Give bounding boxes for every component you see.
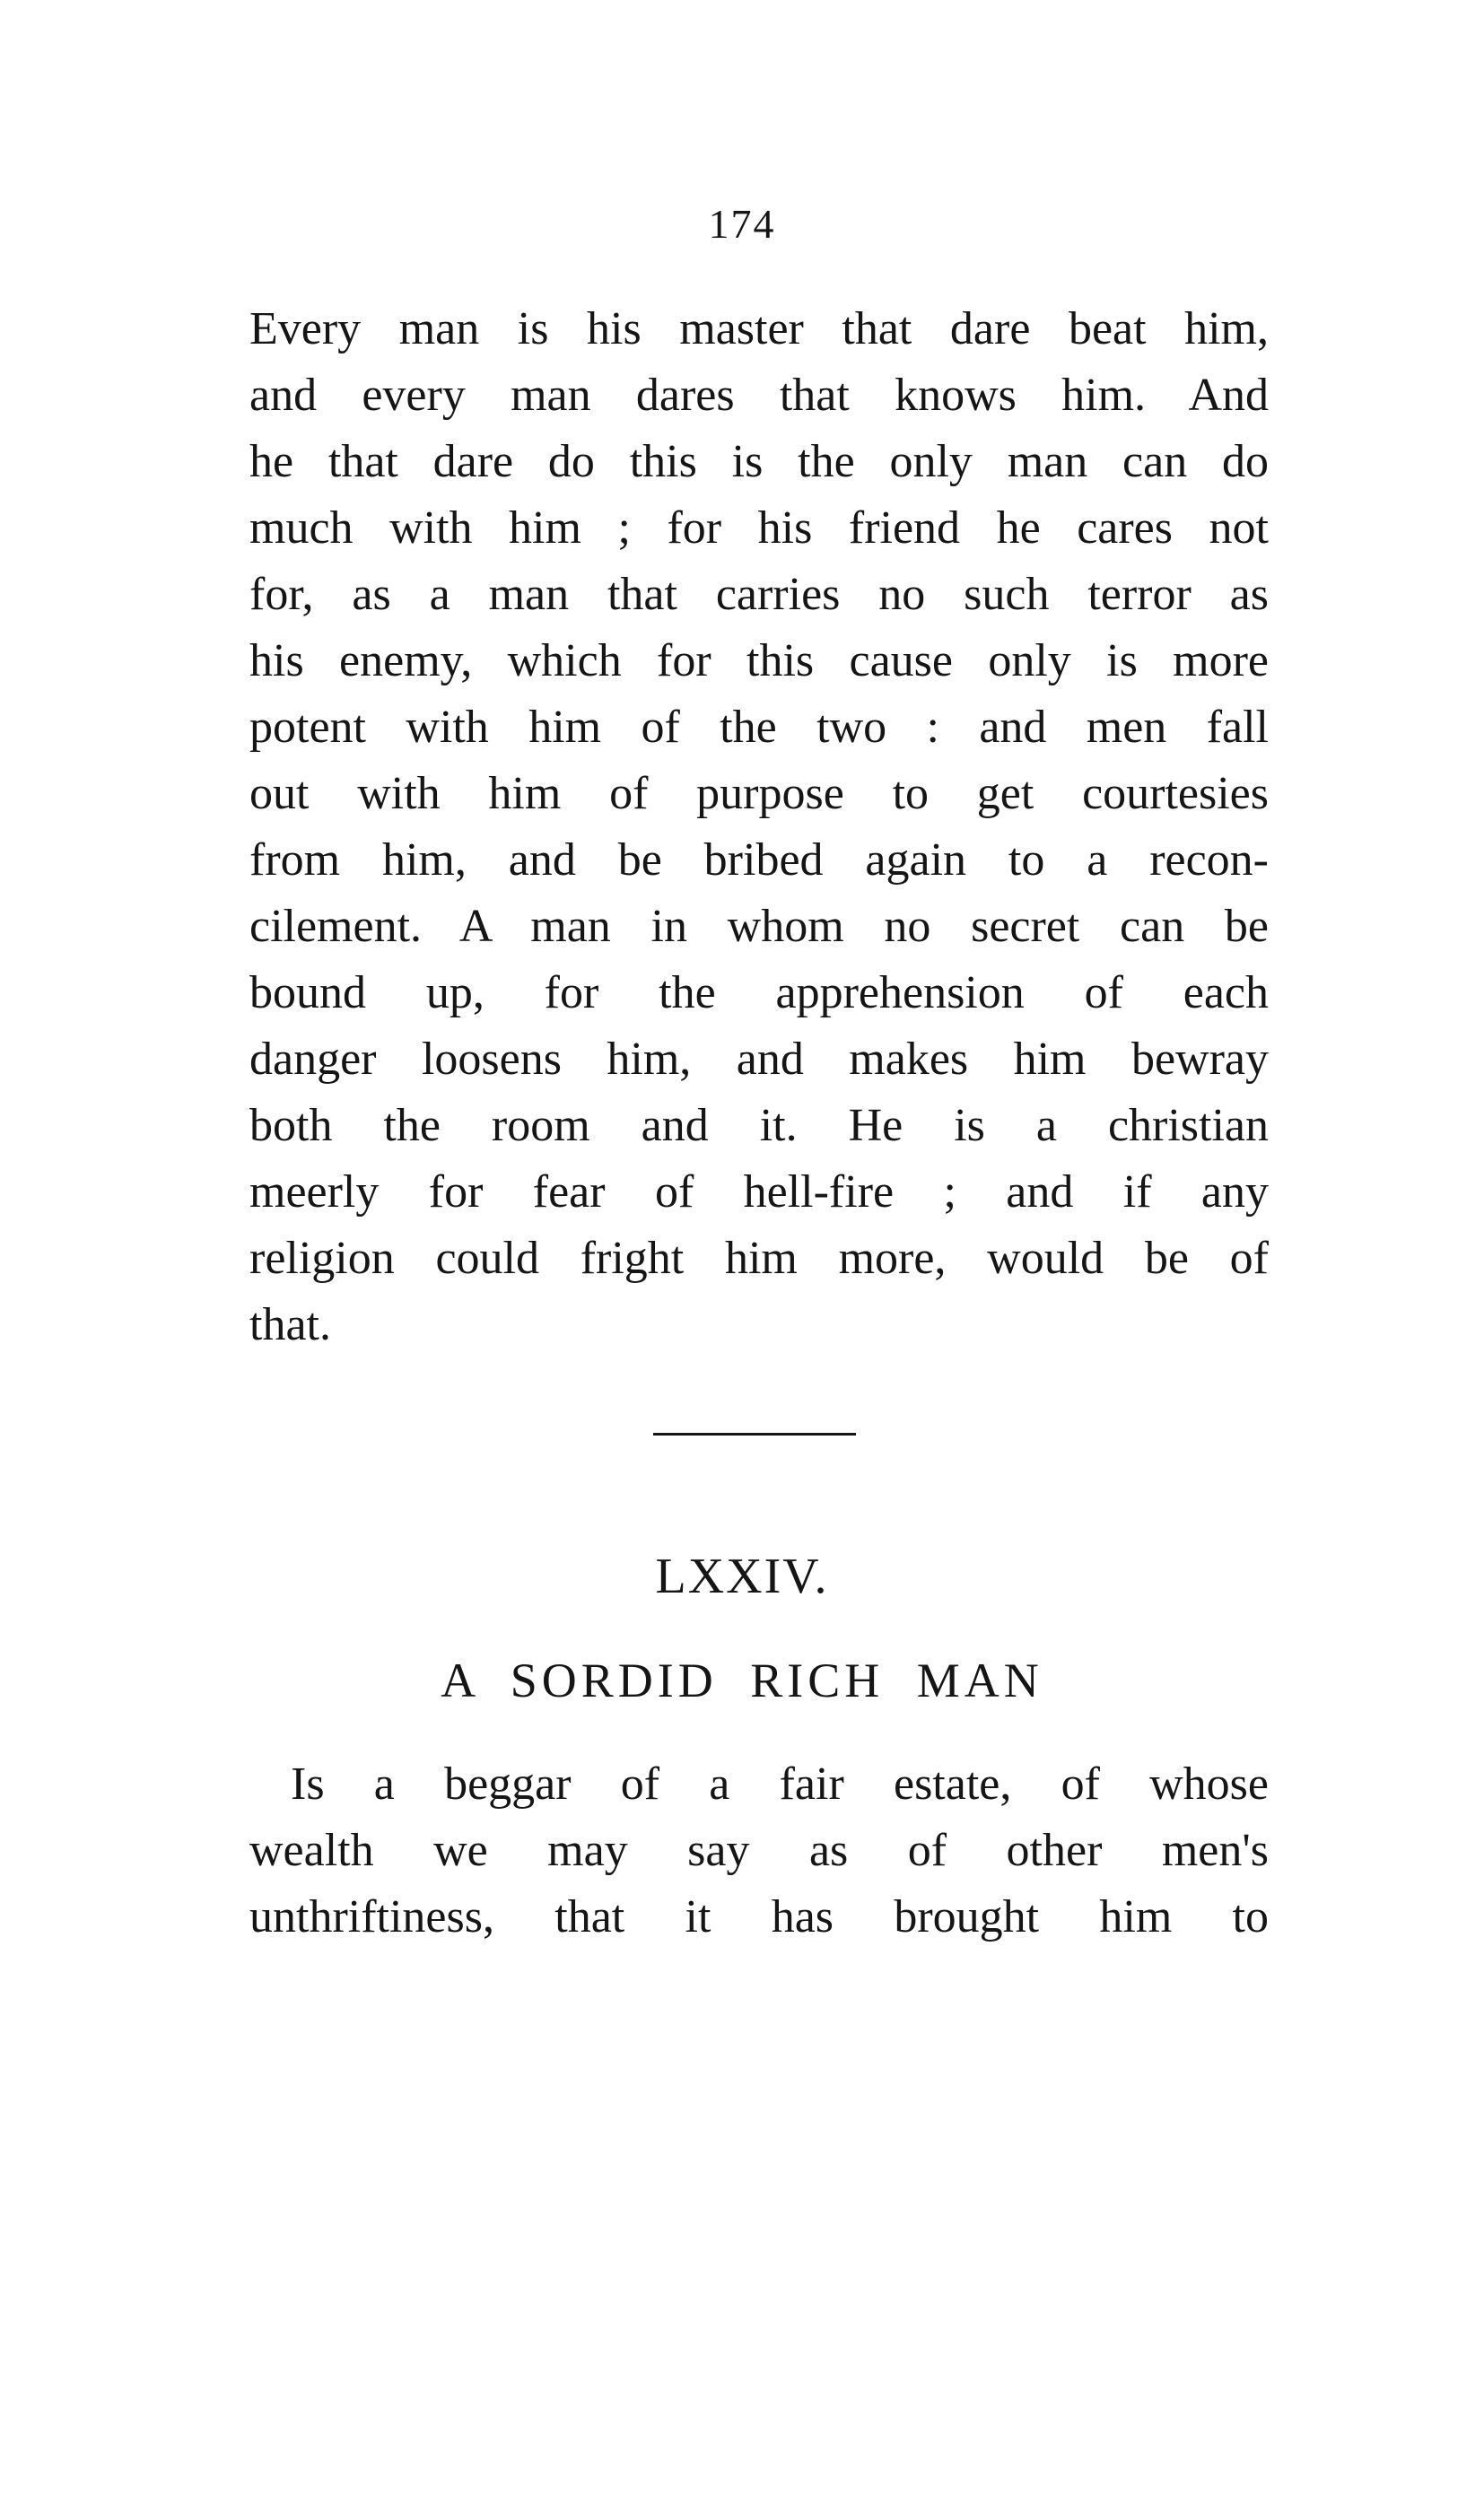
- text-line: he that dare do this is the only man can do: [249, 436, 1269, 487]
- text-line: religion could fright him more, would be of: [249, 1233, 1269, 1284]
- text-line: from him, and be bribed again to a recon-: [249, 834, 1269, 886]
- text-line: both the room and it. He is a christian: [249, 1100, 1269, 1151]
- text-line: wealth we may say as of other men's: [249, 1825, 1269, 1876]
- chapter-title: A SORDID RICH MAN: [441, 1654, 1043, 1707]
- chapter-paragraph: [249, 1751, 1269, 1951]
- continuation-paragraph: [249, 296, 1269, 1358]
- text-line: cilement. A man in whom no secret can be: [249, 901, 1269, 952]
- text-line: meerly for fear of hell-fire ; and if any: [249, 1166, 1269, 1218]
- text-line: and every man dares that knows him. And: [249, 370, 1269, 421]
- text-line: bound up, for the apprehension of each: [249, 967, 1269, 1018]
- text-line: his enemy, which for this cause only is more: [249, 635, 1269, 686]
- text-line: Every man is his master that dare beat him,: [249, 303, 1269, 354]
- text-line: for, as a man that carries no such terror as: [249, 569, 1269, 620]
- text-line: danger loosens him, and makes him bewray: [249, 1034, 1269, 1085]
- text-line: that.: [249, 1299, 331, 1350]
- text-line: Is a beggar of a fair estate, of whose: [291, 1759, 1269, 1810]
- section-divider: [653, 1433, 856, 1436]
- text-line: much with him ; for his friend he cares not: [249, 502, 1269, 554]
- text-line: unthriftiness, that it has brought him to: [249, 1891, 1269, 1942]
- chapter-number: LXXIV.: [655, 1549, 829, 1604]
- text-line: potent with him of the two : and men fall: [249, 702, 1269, 753]
- text-line: out with him of purpose to get courtesies: [249, 768, 1269, 819]
- page-number: 174: [708, 201, 776, 247]
